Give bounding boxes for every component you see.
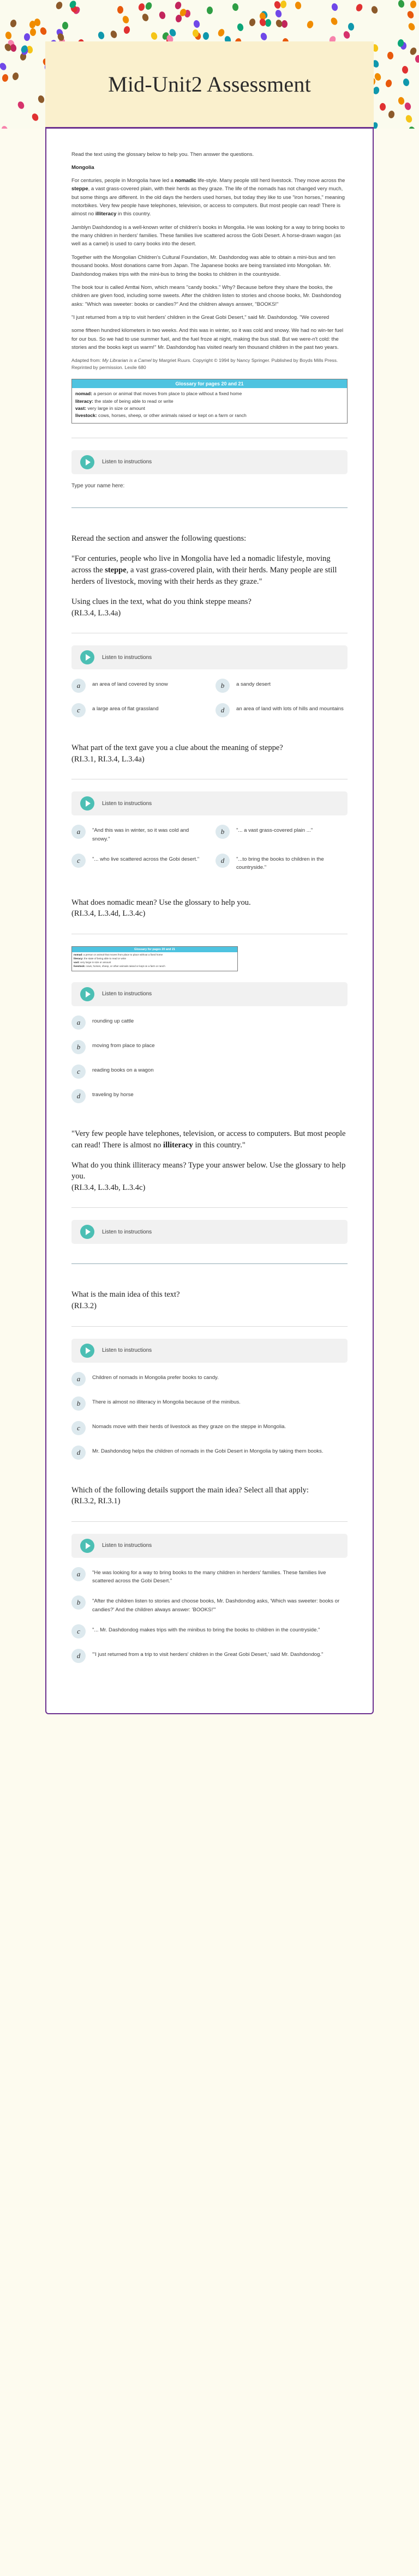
answer-option-c[interactable] [71, 703, 203, 717]
audio-button-label: Listen to instructions [102, 1229, 152, 1235]
play-icon [80, 1225, 94, 1239]
option-letter: a [71, 1372, 86, 1386]
question-standards: (RI.3.4, L.3.4d, L.3.4c) [71, 909, 146, 918]
question-prompt: Using clues in the text, what do you think steppe means? (RI.3.4, L.3.4a) [71, 596, 348, 619]
answer-options [71, 1015, 348, 1103]
glossary-entry: literacy: the state of being able to read or write [75, 398, 173, 404]
glossary-box [71, 379, 348, 424]
option-letter: c [71, 1065, 86, 1079]
answer-options [71, 1567, 348, 1663]
listen-to-instructions-button[interactable] [71, 1339, 348, 1363]
answer-options [71, 824, 348, 872]
play-icon [80, 650, 94, 664]
option-text: an area of land with lots of hills and mountains [236, 706, 344, 712]
question-quote: "Very few people have telephones, television, or access to computers. But most people can read! There is almost no illiteracy in this country." [71, 1129, 346, 1150]
audio-button-label: Listen to instructions [102, 800, 152, 807]
section-divider [71, 1326, 348, 1327]
option-letter: b [71, 1595, 86, 1610]
section-divider [71, 1521, 348, 1522]
option-text: Nomads move with their herds of livestock as they graze on the steppe in Mongolia. [92, 1423, 286, 1430]
glossary-entry: nomad: a person or animal that moves from place to place without a fixed home [74, 953, 163, 956]
section-divider [71, 1207, 348, 1208]
option-text: Mr. Dashdondog helps the children of nomads in the Gobi Desert in Mongolia by taking them books. [92, 1448, 324, 1454]
listen-to-instructions-button[interactable] [71, 1220, 348, 1244]
option-letter: c [71, 703, 86, 717]
option-text: a large area of flat grassland [92, 706, 159, 712]
glossary-entry: livestock: cows, horses, sheep, or other animals raised or kept on a farm or ranch [74, 965, 165, 968]
option-text: an area of land covered by snow [92, 681, 168, 688]
glossary-thumbnail [71, 946, 238, 971]
title-band [45, 41, 374, 129]
name-field-label: Type your name here: [71, 482, 125, 489]
question-standards: (RI.3.2, RI.3.1) [71, 1497, 121, 1506]
passage-source: Adapted from: My Librarian is a Camel by Margriet Ruurs. Copyright © 1994 by Nancy Springer. Published by Boyds Mills Press. Reprinted by permission. Lexile 680 [71, 357, 338, 370]
option-letter: a [71, 679, 86, 693]
answer-option-c[interactable] [71, 1624, 348, 1638]
play-icon [80, 1344, 94, 1358]
option-text: "And this was in winter, so it was cold and snowy." [92, 827, 189, 842]
audio-button-label: Listen to instructions [102, 991, 152, 997]
listen-to-instructions-button[interactable] [71, 645, 348, 669]
option-text: reading books on a wagon [92, 1067, 154, 1073]
question-block [71, 897, 348, 1128]
option-letter: a [71, 1015, 86, 1030]
answer-option-a[interactable] [71, 824, 203, 843]
option-letter: a [71, 825, 86, 839]
answer-option-d[interactable] [216, 853, 348, 872]
option-letter: b [216, 825, 230, 839]
answer-option-a[interactable] [71, 1015, 348, 1030]
option-letter: c [71, 1421, 86, 1435]
answer-option-b[interactable] [216, 824, 348, 843]
answer-options [71, 678, 348, 717]
question-standards: (RI.3.1, RI.3.4, L.3.4a) [71, 754, 145, 764]
question-standards: (RI.3.4, L.3.4b, L.3.4c) [71, 1183, 146, 1192]
question-block [71, 742, 348, 897]
option-letter: d [71, 1446, 86, 1460]
glossary-entry: literacy: the state of being able to read or write [74, 957, 127, 960]
play-icon [80, 455, 94, 469]
answer-option-d[interactable] [71, 1648, 348, 1663]
audio-button-label: Listen to instructions [102, 654, 152, 661]
glossary-header: Glossary for pages 20 and 21 [72, 379, 347, 388]
question-prompt: Which of the following details support the main idea? Select all that apply: (RI.3.2, RI.3.1) [71, 1485, 348, 1507]
glossary-entry: nomad: a person or animal that moves from place to place without a fixed home [75, 391, 242, 397]
audio-button-label: Listen to instructions [102, 1543, 152, 1549]
option-letter: c [71, 1624, 86, 1638]
reread-quote: "For centuries, people who live in Mongolia have led a nomadic lifestyle, moving across the steppe, a vast grass-covered plain, with their herds. Many people are still herders of livestock, moving with their herds as they graze." [71, 554, 337, 586]
answer-option-c[interactable] [71, 1420, 348, 1435]
passage-heading: Mongolia [71, 165, 94, 171]
option-text: "After the children listen to stories and choose books, Mr. Dashdondog asks, 'Which was sweeter: books or candies?' And the children always answer: 'BOOKS!'" [92, 1598, 340, 1613]
question-block [71, 596, 348, 742]
glossary-header: Glossary for pages 20 and 21 [72, 947, 237, 952]
question-list [71, 596, 348, 1688]
option-letter: b [71, 1396, 86, 1411]
option-text: "... who live scattered across the Gobi desert." [92, 856, 200, 862]
passage-paragraph: some fifteen hundred kilometers in two weeks. And this was in winter, so it was cold and snowy. We had no win-ter fuel for our bus. So we had to use summer fuel, and the fuel froze at night, making the bus stall. But we were-n't cold: the stories and the books kept us warm!" Mr. Dashdondog has visited nearly ten thousand children in the past two years. [71, 328, 344, 351]
listen-to-instructions-button[interactable] [71, 791, 348, 815]
option-letter: d [216, 703, 230, 717]
question-standards: (RI.3.2) [71, 1301, 97, 1310]
passage-instructions: Read the text using the glossary below to help you. Then answer the questions. [71, 152, 254, 158]
glossary-entry: vast: very large in size or amount [74, 961, 111, 964]
question-prompt: What does nomadic mean? Use the glossary to help you. (RI.3.4, L.3.4d, L.3.4c) [71, 897, 348, 920]
answer-option-a[interactable] [71, 1371, 348, 1386]
option-text: Children of nomads in Mongolia prefer books to candy. [92, 1374, 219, 1381]
answer-option-d[interactable] [71, 1089, 348, 1103]
answer-option-c[interactable] [71, 1064, 348, 1079]
answer-option-b[interactable] [216, 678, 348, 693]
passage-paragraph: For centuries, people in Mongolia have led a nomadic life-style. Many people still herd livestock. They move across the steppe, a vast grass-covered plain, with their herds as they graze. The life of the nomads has not changed very much, but some things are different. In the old days the herders used horses, but today they like to use "iron horses," meaning motorbikes. Very few people have telephones, television, or access to computers. But most people can read! There is almost no illiteracy in this country. [71, 177, 345, 217]
page-header [0, 0, 419, 129]
play-icon [80, 987, 94, 1001]
question-block [71, 1128, 348, 1290]
page-body [0, 129, 419, 1736]
audio-button-label: Listen to instructions [102, 1347, 152, 1354]
question-block [71, 1289, 348, 1484]
play-icon [80, 796, 94, 811]
option-letter: a [71, 1567, 86, 1581]
option-text: a sandy desert [236, 681, 271, 688]
listen-to-instructions-button[interactable] [71, 450, 348, 474]
glossary-entry: livestock: cows, horses, sheep, or other animals raised or kept on a farm or ranch [75, 413, 247, 419]
answer-option-a[interactable] [71, 1567, 348, 1586]
option-text: "He was looking for a way to bring books to the many children in herders' families. These families live scattered across the Gobi Desert." [92, 1569, 326, 1585]
answer-option-d[interactable] [71, 1445, 348, 1460]
question-prompt: What do you think illiteracy means? Type your answer below. Use the glossary to help you. (RI.3.4, L.3.4b, L.3.4c) [71, 1160, 348, 1194]
answer-options [71, 1371, 348, 1460]
name-input[interactable] [71, 497, 348, 508]
passage-paragraph-list [71, 177, 348, 352]
question-prompt: What part of the text gave you a clue about the meaning of steppe? (RI.3.1, RI.3.4, L.3.4a) [71, 742, 348, 765]
listen-to-instructions-button[interactable] [71, 982, 348, 1006]
answer-option-a[interactable] [71, 678, 203, 693]
assessment-card [45, 129, 374, 1714]
passage-paragraph: Together with the Mongolian Children's Cultural Foundation, Mr. Dashdondog was able to obtain a mini-bus and ten thousand books. Most donations came from Japan. The Japanese books are being translated into Mongolian. Mr. Dashdondog makes trips with the mini-bus to bring the books to children in the countryside. [71, 254, 336, 277]
option-text: "...to bring the books to children in the countryside." [236, 856, 324, 871]
passage-paragraph: "I just returned from a trip to visit herders' children in the Great Gobi Desert," said Mr. Dashdondog. "We covered [71, 315, 330, 321]
answer-option-c[interactable] [71, 853, 203, 872]
passage-paragraph: Jamblyn Dashdondog is a well-known writer of children's books in Mongolia. He was looking for a way to bring books to the many children in herders' families. These families live scattered across the Gobi Desert. A horse-drawn wagon (as well as a camel) is used to carry books into the desert. [71, 224, 345, 247]
option-letter: d [216, 854, 230, 868]
question-block [71, 1485, 348, 1689]
glossary-entries [72, 952, 237, 971]
question-prompt: What is the main idea of this text? (RI.3.2) [71, 1289, 348, 1311]
short-answer-input[interactable] [71, 1253, 348, 1264]
option-text: traveling by horse [92, 1091, 134, 1098]
answer-option-b[interactable] [71, 1396, 348, 1411]
reading-passage [71, 150, 348, 371]
page-title: Mid-Unit2 Assessment [108, 71, 311, 96]
listen-to-instructions-button[interactable] [71, 1534, 348, 1558]
option-letter: b [71, 1040, 86, 1054]
option-text: moving from place to place [92, 1042, 155, 1049]
option-text: There is almost no illiteracy in Mongolia because of the minibus. [92, 1399, 241, 1405]
answer-option-d[interactable] [216, 703, 348, 717]
option-letter: b [216, 679, 230, 693]
passage-paragraph: The book tour is called Amttai Nom, which means "candy books." Why? Because before they share the books, the children are given food, including some sweets. After the children listen to stories and choose books, Mr. Dashdondog asks: "Which was sweeter: books or candies?" And the children always answer, "BOOKS!" [71, 284, 342, 307]
play-icon [80, 1539, 94, 1553]
question-standards: (RI.3.4, L.3.4a) [71, 608, 121, 618]
option-letter: d [71, 1649, 86, 1663]
answer-option-b[interactable] [71, 1039, 348, 1054]
option-letter: d [71, 1089, 86, 1103]
option-text: "... a vast grass-covered plain ..." [236, 827, 313, 834]
option-text: rounding up cattle [92, 1018, 134, 1024]
option-letter: c [71, 854, 86, 868]
reread-instruction: Reread the section and answer the following questions: [71, 534, 247, 543]
option-text: "'I just returned from a trip to visit herders' children in the Great Gobi Desert,' said Mr. Dashdondog." [92, 1652, 324, 1658]
glossary-entries [72, 388, 347, 423]
audio-button-label: Listen to instructions [102, 459, 152, 465]
option-text: "... Mr. Dashdondog makes trips with the minibus to bring the books to children in the countryside." [92, 1627, 320, 1634]
answer-option-b[interactable] [71, 1595, 348, 1614]
glossary-entry: vast: very large in size or amount [75, 406, 146, 412]
